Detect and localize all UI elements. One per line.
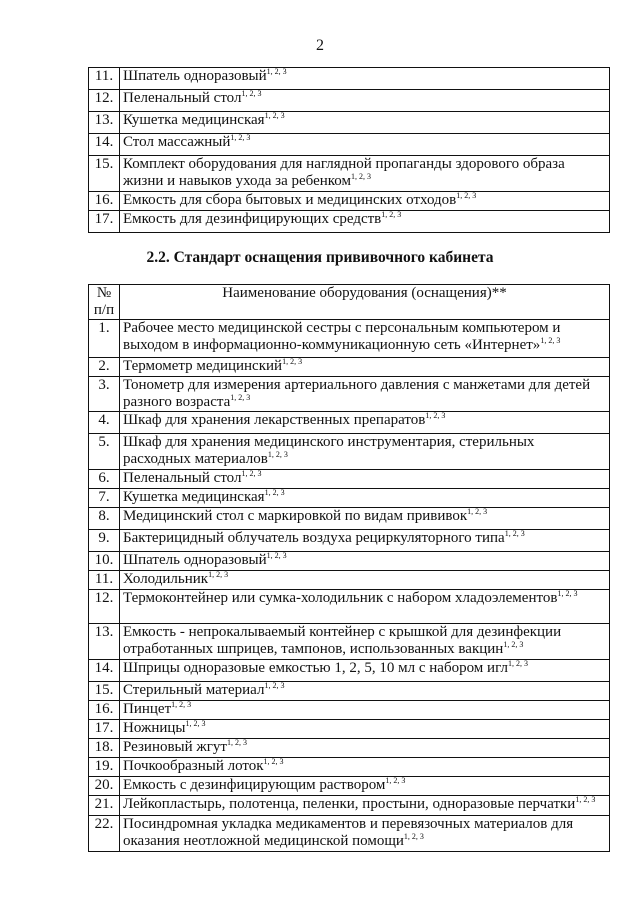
row-number: 3. [89,377,120,412]
table-row [89,68,610,90]
equipment-text: Термометр медицинский [123,358,283,374]
equipment-text: Термоконтейнер или сумка-холодильник с набором хладоэлементов [123,590,558,606]
equipment-text: Ножницы [123,720,186,736]
equipment-text: Шпатель одноразовый [123,68,267,84]
table-row [89,530,610,552]
equipment-text: Емкость для дезинфицирующих средств [123,211,382,227]
equipment-text: Тонометр для измерения артериального давления с манжетами для детей разного возраста [123,377,591,410]
table-row [89,590,610,624]
equipment-name [120,682,610,701]
equipment-name [120,90,610,112]
footnote-marker: 1, 2, 3 [456,191,477,200]
table-row [89,434,610,470]
equipment-text: Емкость - непрокалываемый контейнер с крышкой для дезинфекции отработанных шприцев, тампонов, использованных вакцин [123,624,562,657]
equipment-text: Пеленальный стол [123,90,242,106]
row-number: 8. [89,508,120,530]
equipment-name [120,211,610,233]
vaccination-room-equipment-table [88,284,610,852]
footnote-marker: 1, 2, 3 [503,640,524,649]
row-number: 16. [89,192,120,211]
equipment-text: Комплект оборудования для наглядной пропаганды здорового образа жизни и навыков ухода за ребенком [123,156,565,189]
table-row [89,552,610,571]
table-row [89,489,610,508]
footnote-marker: 1, 2, 3 [263,757,284,766]
table-header-row [89,285,610,320]
row-number: 11. [89,571,120,590]
footnote-marker: 1, 2, 3 [208,570,229,579]
equipment-name [120,590,610,624]
row-number: 2. [89,358,120,377]
row-number: 1. [89,320,120,358]
row-number: 17. [89,211,120,233]
footnote-marker: 1, 2, 3 [264,488,285,497]
row-number: 14. [89,134,120,156]
table-row [89,156,610,192]
footnote-marker: 1, 2, 3 [403,832,424,841]
equipment-text: Лейкопластырь, полотенца, пеленки, простыни, одноразовые перчатки [123,796,576,812]
equipment-name [120,134,610,156]
footnote-marker: 1, 2, 3 [230,133,251,142]
equipment-text: Кушетка медицинская [123,112,265,128]
equipment-name [120,701,610,720]
equipment-name [120,470,610,489]
section-title: 2.2. Стандарт оснащения прививочного кабинета [146,249,494,266]
table-row [89,377,610,412]
footnote-marker: 1, 2, 3 [540,336,561,345]
equipment-name [120,720,610,739]
table-row [89,508,610,530]
row-number: 21. [89,796,120,816]
row-number: 20. [89,777,120,796]
equipment-text: Бактерицидный облучатель воздуха рециркуляторного типа [123,530,505,546]
row-number: 13. [89,112,120,134]
equipment-text: Медицинский стол с маркировкой по видам прививок [123,508,468,524]
row-number: 5. [89,434,120,470]
equipment-text: Шпатель одноразовый [123,552,267,568]
footnote-marker: 1, 2, 3 [507,659,528,668]
footnote-marker: 1, 2, 3 [264,681,285,690]
row-number: 6. [89,470,120,489]
table-row [89,192,610,211]
footnote-marker: 1, 2, 3 [266,551,287,560]
row-number: 12. [89,90,120,112]
row-number: 18. [89,739,120,758]
equipment-name [120,320,610,358]
footnote-marker: 1, 2, 3 [504,529,525,538]
footnote-marker: 1, 2, 3 [267,450,288,459]
row-number: 14. [89,660,120,682]
table-row [89,816,610,852]
footnote-marker: 1, 2, 3 [241,89,262,98]
footnote-marker: 1, 2, 3 [230,393,251,402]
table-row [89,112,610,134]
row-number: 15. [89,682,120,701]
row-number: 7. [89,489,120,508]
row-number: 19. [89,758,120,777]
equipment-name [120,489,610,508]
equipment-text: Стерильный материал [123,682,265,698]
row-number: 13. [89,624,120,660]
footnote-marker: 1, 2, 3 [226,738,247,747]
table-row [89,624,610,660]
equipment-text: Шкаф для хранения лекарственных препаратов [123,412,426,428]
table-row [89,571,610,590]
equipment-text: Шприцы одноразовые емкостью 1, 2, 5, 10 мл с набором игл [123,660,508,676]
row-number: 11. [89,68,120,90]
equipment-name [120,68,610,90]
footnote-marker: 1, 2, 3 [425,411,446,420]
footnote-marker: 1, 2, 3 [266,67,287,76]
table-row [89,470,610,489]
row-number: 17. [89,720,120,739]
row-number: 16. [89,701,120,720]
row-number: 15. [89,156,120,192]
footnote-marker: 1, 2, 3 [171,700,192,709]
equipment-text: Рабочее место медицинской сестры с персональным компьютером и выходом в информационно-коммуникационную сеть «Интернет» [123,320,561,353]
equipment-name [120,508,610,530]
equipment-text: Пеленальный стол [123,470,242,486]
footnote-marker: 1, 2, 3 [385,776,406,785]
table-row [89,758,610,777]
row-number: 22. [89,816,120,852]
equipment-text: Емкость для сбора бытовых и медицинских отходов [123,192,457,208]
equipment-name [120,156,610,192]
table-row [89,777,610,796]
equipment-name [120,530,610,552]
table-row [89,320,610,358]
row-number: 10. [89,552,120,571]
equipment-text: Резиновый жгут [123,739,227,755]
footnote-marker: 1, 2, 3 [282,357,303,366]
equipment-name [120,571,610,590]
footnote-marker: 1, 2, 3 [575,795,596,804]
footnote-marker: 1, 2, 3 [467,507,488,516]
table-row [89,796,610,816]
table-row [89,358,610,377]
equipment-text: Емкость с дезинфицирующим раствором [123,777,386,793]
equipment-name [120,358,610,377]
equipment-name [120,192,610,211]
footnote-marker: 1, 2, 3 [350,172,371,181]
table-row [89,211,610,233]
footnote-marker: 1, 2, 3 [557,589,578,598]
table-row [89,660,610,682]
table-row [89,134,610,156]
equipment-name [120,377,610,412]
table-row [89,720,610,739]
equipment-name [120,412,610,434]
equipment-name [120,777,610,796]
equipment-name [120,112,610,134]
equipment-name [120,739,610,758]
equipment-name [120,758,610,777]
equipment-text: Почкообразный лоток [123,758,264,774]
row-number: 9. [89,530,120,552]
row-number: 12. [89,590,120,624]
footnote-marker: 1, 2, 3 [241,469,262,478]
footnote-marker: 1, 2, 3 [185,719,206,728]
table-row [89,90,610,112]
equipment-name [120,624,610,660]
equipment-text: Стол массажный [123,134,231,150]
table-row [89,739,610,758]
equipment-text: Кушетка медицинская [123,489,265,505]
table-row [89,682,610,701]
equipment-table-continued [88,67,610,233]
footnote-marker: 1, 2, 3 [381,210,402,219]
equipment-name [120,660,610,682]
equipment-text: Посиндромная укладка медикаментов и перевязочных материалов для оказания неотложной медицинской помощи [123,816,574,849]
equipment-name [120,434,610,470]
page-number: 2 [316,37,324,54]
equipment-text: Шкаф для хранения медицинского инструментария, стерильных расходных материалов [123,434,535,467]
equipment-name [120,816,610,852]
table-row [89,701,610,720]
header-number: № п/п [89,285,120,320]
table-row [89,412,610,434]
equipment-text: Пинцет [123,701,172,717]
equipment-text: Холодильник [123,571,209,587]
row-number: 4. [89,412,120,434]
equipment-name [120,552,610,571]
footnote-marker: 1, 2, 3 [264,111,285,120]
equipment-name [120,796,610,816]
header-name: Наименование оборудования (оснащения)** [120,285,610,320]
